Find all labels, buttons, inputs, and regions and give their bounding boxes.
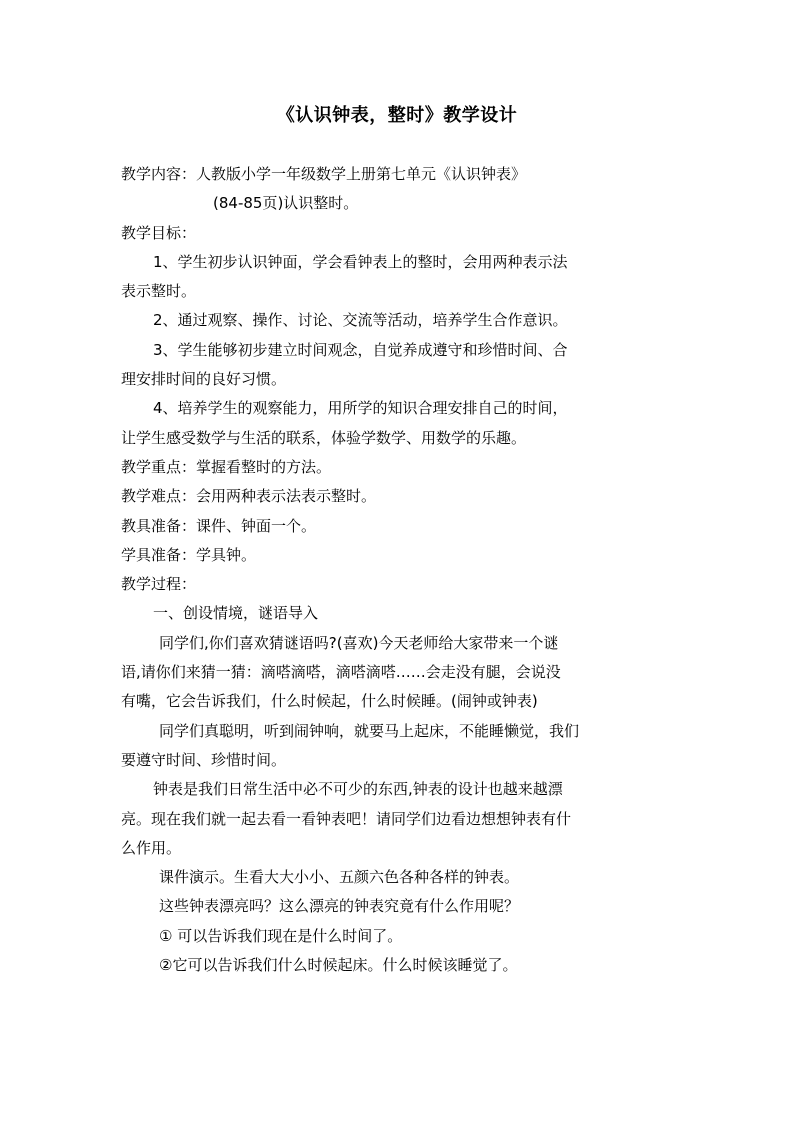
goal-3-line-1: 3、学生能够初步建立时间观念，自觉养成遵守和珍惜时间、合: [153, 340, 568, 359]
goal-4-line-1: 4、培养学生的观察能力，用所学的知识合理安排自己的时间，: [153, 399, 568, 418]
demo-line: 课件演示。生看大大小小、五颜六色各种各样的钟表。: [159, 868, 520, 887]
clock-paragraph-line-3: 么作用。: [121, 838, 182, 857]
answer-2-line: ②它可以告诉我们什么时候起床。什么时候该睡觉了。: [159, 956, 518, 975]
teaching-content-line: 教学内容：人教版小学一年级数学上册第七单元《认识钟表》: [121, 165, 527, 183]
riddle-paragraph-line-1: 同学们,你们喜欢猜谜语吗?(喜欢)今天老师给大家带来一个谜: [159, 633, 559, 652]
teaching-process-heading: 教学过程：: [121, 575, 197, 594]
goal-2-line: 2、通过观察、操作、讨论、交流等活动，培养学生合作意识。: [153, 311, 568, 330]
riddle-paragraph-line-2: 语,请你们来猜一猜：滴嗒滴嗒，滴嗒滴嗒……会走没有腿，会说没: [121, 663, 561, 682]
teaching-goals-heading: 教学目标：: [121, 223, 197, 242]
teaching-focus-line: 教学重点：掌握看整时的方法。: [121, 457, 332, 476]
clock-paragraph-line-1: 钟表是我们日常生活中必不可少的东西,钟表的设计也越来越漂: [153, 780, 563, 799]
document-body: [121, 160, 681, 980]
teaching-content-pages-line: (84-85页)认识整时。: [213, 194, 359, 213]
document-title: 《认识钟表，整时》教学设计: [276, 105, 518, 126]
question-line: 这些钟表漂亮吗？这么漂亮的钟表究竟有什么作用呢？: [159, 897, 520, 916]
praise-paragraph-line-1: 同学们真聪明，听到闹钟响，就要马上起床，不能睡懒觉，我们: [159, 721, 580, 740]
answer-1-line: ① 可以告诉我们现在是什么时间了。: [159, 926, 403, 945]
goal-1-line-1: 1、学生初步认识钟面，学会看钟表上的整时，会用两种表示法: [153, 252, 568, 271]
teacher-materials-line: 教具准备：课件、钟面一个。: [121, 516, 317, 535]
section-1-heading: 一、创设情境，谜语导入: [153, 604, 319, 623]
teaching-difficulty-line: 教学难点：会用两种表示法表示整时。: [121, 487, 377, 506]
praise-paragraph-line-2: 要遵守时间、珍惜时间。: [121, 750, 287, 769]
goal-3-line-2: 理安排时间的良好习惯。: [121, 370, 287, 389]
goal-1-line-2: 表示整时。: [121, 282, 197, 301]
riddle-paragraph-line-3: 有嘴，它会告诉我们，什么时候起，什么时候睡。(闹钟或钟表): [121, 692, 538, 711]
student-materials-line: 学具准备：学具钟。: [121, 545, 257, 564]
clock-paragraph-line-2: 亮。现在我们就一起去看一看钟表吧！请同学们边看边想想钟表有什: [121, 809, 572, 828]
goal-4-line-2: 让学生感受数学与生活的联系，体验学数学、用数学的乐趣。: [121, 428, 527, 447]
